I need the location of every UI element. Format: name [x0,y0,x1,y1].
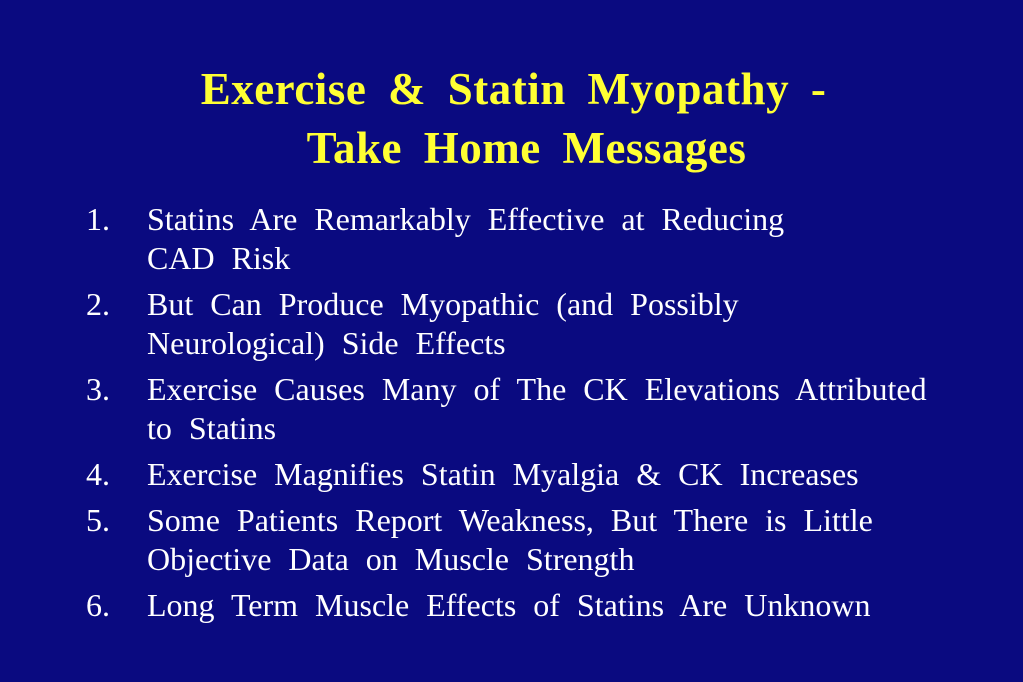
title-line-1: Exercise & Statin Myopathy - [200,64,827,114]
take-home-list [86,200,986,632]
list-item-text: But Can Produce Myopathic (and Possibly Neurological) Side Effects [147,286,739,361]
list-item-3 [86,370,986,448]
list-item-5 [86,501,986,579]
list-number: 6. [86,587,110,623]
list-number: 1. [86,201,110,237]
list-item-2 [86,285,986,363]
list-item-text: Long Term Muscle Effects of Statins Are Unknown [147,587,871,623]
list-number: 2. [86,286,110,322]
list-item-text: Exercise Magnifies Statin Myalgia & CK Increases [147,456,859,492]
list-item-text: Exercise Causes Many of The CK Elevations Attributed to Statins [147,371,927,446]
list-item-text: Some Patients Report Weakness, But There is Little Objective Data on Muscle Strength [147,502,873,577]
list-number: 3. [86,371,110,407]
list-item-6 [86,586,986,625]
title-line-2: Take Home Messages [306,123,747,173]
list-item-4 [86,455,986,494]
slide-title [0,60,1023,178]
list-number: 4. [86,456,110,492]
list-item-text: Statins Are Remarkably Effective at Reducing CAD Risk [147,201,785,276]
list-item-1 [86,200,986,278]
list-number: 5. [86,502,110,538]
